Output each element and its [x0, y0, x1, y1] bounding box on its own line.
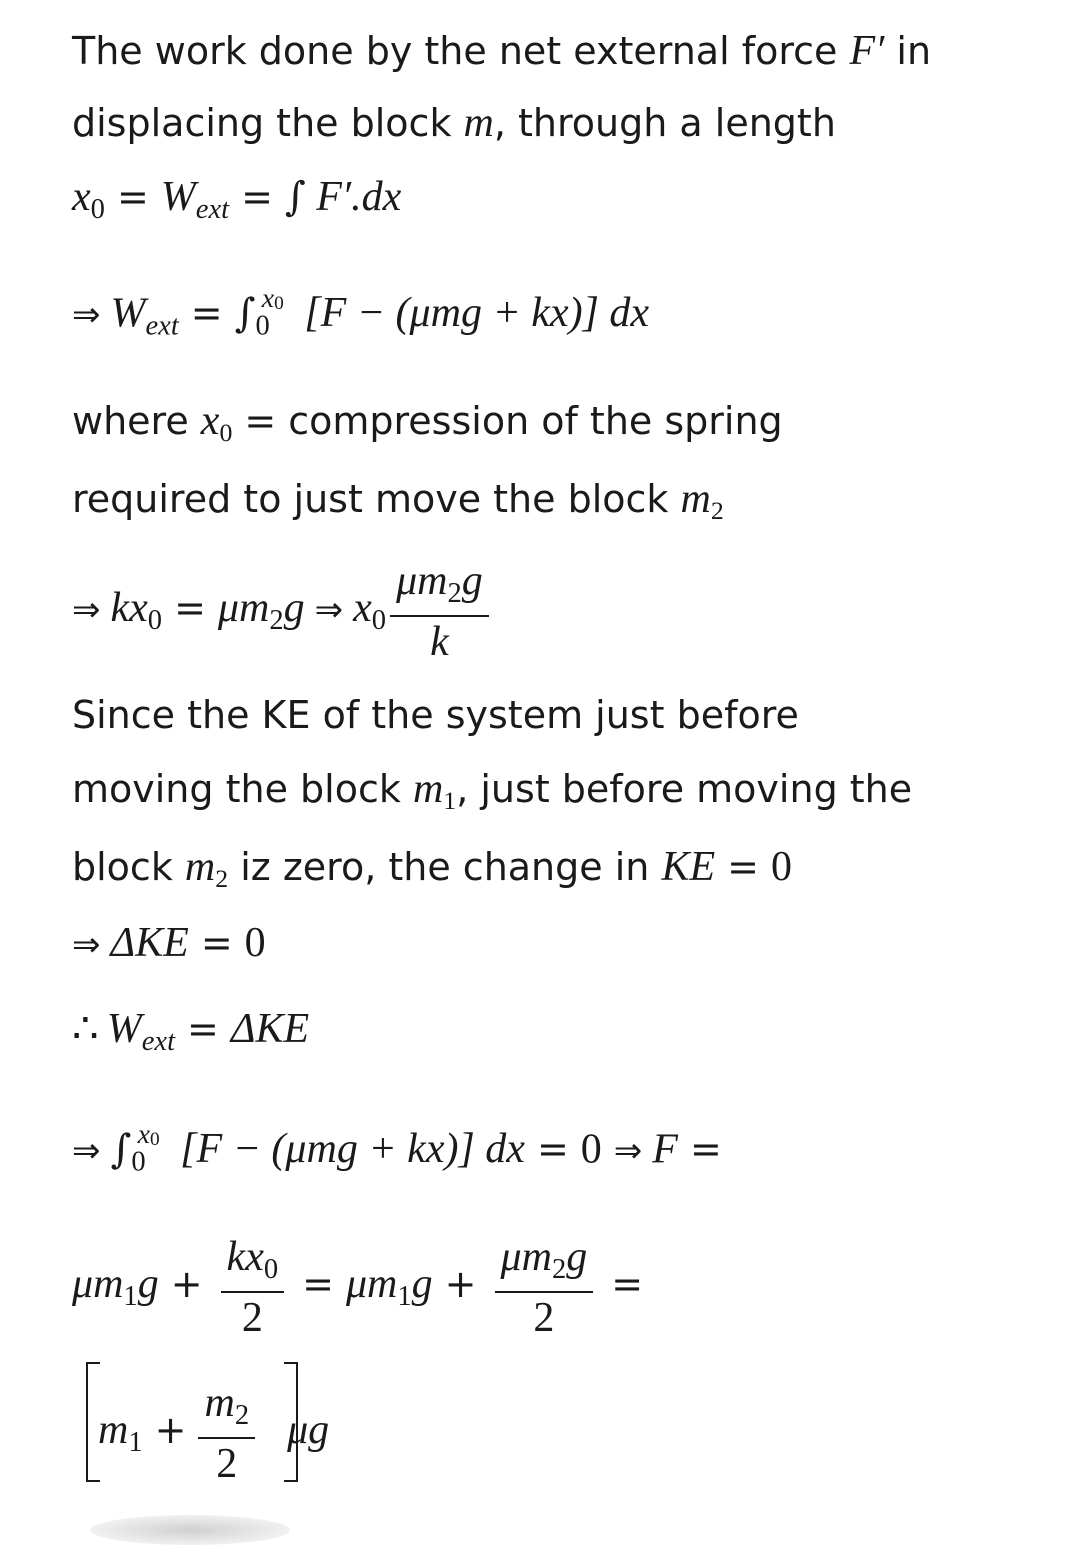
paragraph-block	[72, 846, 792, 892]
sub-two: 2	[269, 604, 284, 636]
paragraph-line-1	[72, 30, 931, 72]
text-required: required to just move the block	[72, 477, 681, 521]
equals-sign: =	[241, 175, 273, 219]
sub-zero: 0	[371, 604, 387, 636]
sub-ext: ext	[141, 1025, 176, 1057]
var-KE: KE	[661, 844, 716, 890]
expr-delta-KE: ΔKE	[110, 920, 189, 966]
sub-two: 2	[447, 577, 462, 609]
fraction-kx0-over-2	[221, 1236, 285, 1339]
implies-arrow: ⇒	[613, 1131, 643, 1172]
equation-final-bracket	[98, 1382, 329, 1485]
var-W: W	[110, 290, 146, 337]
fraction-numerator	[390, 560, 489, 617]
var-x: x	[353, 584, 372, 631]
equals-sign: =	[174, 585, 206, 630]
var-m: m	[680, 476, 711, 522]
implies-arrow: ⇒	[72, 925, 101, 965]
fraction-denominator-k: k	[430, 618, 449, 665]
fraction-denominator-2: 2	[216, 1440, 238, 1487]
equals-sign: =	[187, 1007, 219, 1051]
value-zero: 0	[770, 844, 792, 890]
equation-work-integral	[72, 284, 649, 341]
expr-mu-m: μm	[396, 558, 448, 604]
integrand: [F − (μmg + kx)] dx	[304, 290, 650, 337]
sub-one: 1	[443, 786, 457, 816]
implies-arrow: ⇒	[72, 295, 101, 336]
fraction-mu-m2-g-over-k	[390, 560, 489, 663]
text-compression: compression of the spring	[288, 399, 783, 443]
expr-mu-g: μg	[287, 1406, 330, 1453]
integral-sign: ∫	[110, 1126, 132, 1173]
equals-sign: =	[302, 1261, 334, 1306]
sub-one: 1	[123, 1280, 138, 1312]
paragraph-required	[72, 478, 724, 524]
integral-upper-limit-sub: 0	[149, 1129, 160, 1151]
expr-mu-m: μm	[217, 584, 270, 631]
text-just-before: , just before moving the	[456, 767, 913, 811]
expr-mu-m: μm	[72, 1260, 124, 1307]
text-iz-zero: iz zero, the change in	[228, 845, 662, 889]
expr-delta-KE: ΔKE	[230, 1006, 310, 1052]
sub-two: 2	[234, 1399, 250, 1431]
sub-two: 2	[710, 496, 724, 526]
var-g: g	[411, 1260, 433, 1307]
paragraph-moving	[72, 768, 912, 814]
equation-work-definition	[72, 176, 401, 225]
var-F: F	[652, 1126, 678, 1173]
text-displacing: displacing the block	[72, 101, 464, 145]
value-zero: 0	[580, 1126, 602, 1173]
equation-integral-zero	[72, 1120, 734, 1177]
text-through-length: , through a length	[493, 101, 836, 145]
paragraph-where	[72, 400, 783, 446]
equals-sign: =	[200, 921, 233, 965]
equals-sign: =	[190, 291, 223, 336]
fraction-denominator-2: 2	[533, 1294, 555, 1341]
equation-delta-ke-zero	[72, 922, 266, 964]
text-moving: moving the block	[72, 767, 413, 811]
fraction-numerator	[221, 1236, 285, 1293]
equation-force-result	[72, 1236, 655, 1339]
expr-mu-m: μm	[345, 1260, 398, 1307]
equals-sign: =	[244, 399, 277, 443]
equals-sign: =	[116, 175, 149, 219]
expr-kx: kx	[226, 1234, 264, 1280]
expr-F-dx: F′.dx	[316, 174, 402, 220]
integral-upper-limit-x: x	[261, 282, 275, 313]
fraction-m2-over-2	[198, 1382, 255, 1485]
expr-kx: kx	[110, 584, 148, 631]
var-W: W	[106, 1006, 142, 1052]
expr-mu-m: μm	[500, 1234, 552, 1280]
var-g: g	[137, 1260, 159, 1307]
fraction-numerator	[198, 1382, 255, 1439]
equals-sign: =	[727, 845, 759, 889]
plus-sign: +	[170, 1261, 203, 1306]
fraction-denominator-2: 2	[241, 1294, 263, 1341]
sub-ext: ext	[145, 310, 179, 342]
sub-one: 1	[397, 1280, 412, 1312]
value-zero: 0	[244, 920, 266, 966]
sub-zero: 0	[219, 418, 233, 448]
sub-zero: 0	[263, 1253, 279, 1285]
plus-sign: +	[154, 1407, 187, 1452]
sub-two: 2	[215, 864, 229, 894]
text-since: Since the KE of the system just before	[72, 693, 799, 737]
var-m: m	[463, 100, 494, 146]
fraction-numerator	[495, 1236, 594, 1293]
var-g: g	[566, 1234, 588, 1280]
text-where: where	[72, 399, 201, 443]
sub-zero: 0	[147, 604, 163, 636]
fraction-mu-m2-g-over-2	[495, 1236, 594, 1339]
sub-zero: 0	[90, 193, 105, 225]
sub-two: 2	[551, 1253, 567, 1285]
text-block: block	[72, 845, 185, 889]
implies-arrow: ⇒	[72, 589, 101, 630]
var-m: m	[98, 1406, 129, 1453]
implies-arrow: ⇒	[72, 1131, 101, 1172]
sub-ext: ext	[195, 193, 230, 225]
equals-sign: =	[611, 1261, 644, 1306]
var-m: m	[412, 766, 444, 812]
var-x: x	[72, 174, 91, 220]
implies-arrow: ⇒	[314, 589, 344, 630]
equals-sign: =	[536, 1127, 569, 1172]
integral-lower-limit: 0	[255, 310, 270, 342]
var-g: g	[461, 558, 483, 604]
equation-compression	[72, 560, 495, 663]
integral-upper-limit-sub: 0	[274, 293, 284, 315]
integral-sign: ∫	[234, 290, 256, 337]
paragraph-since	[72, 693, 799, 737]
var-F-prime: F′	[849, 28, 885, 74]
integrand: [F − (μmg + kx)] dx	[180, 1126, 525, 1173]
var-g: g	[283, 584, 305, 631]
integral-sign: ∫	[284, 174, 306, 220]
integral-lower-limit: 0	[131, 1146, 146, 1178]
sub-one: 1	[128, 1426, 143, 1458]
equation-work-energy	[72, 1008, 309, 1057]
text-work-done: The work done by the net external force	[72, 29, 850, 73]
text-in: in	[884, 29, 932, 73]
var-m: m	[204, 1380, 235, 1426]
equals-sign: =	[689, 1127, 722, 1172]
var-W: W	[160, 174, 196, 220]
var-x: x	[200, 398, 220, 444]
therefore-symbol: ∴	[72, 1006, 99, 1052]
paragraph-line-2	[72, 102, 836, 144]
bottom-shadow	[90, 1515, 290, 1545]
integral-upper-limit-x: x	[137, 1118, 150, 1149]
plus-sign: +	[444, 1261, 477, 1306]
var-m: m	[184, 844, 216, 890]
